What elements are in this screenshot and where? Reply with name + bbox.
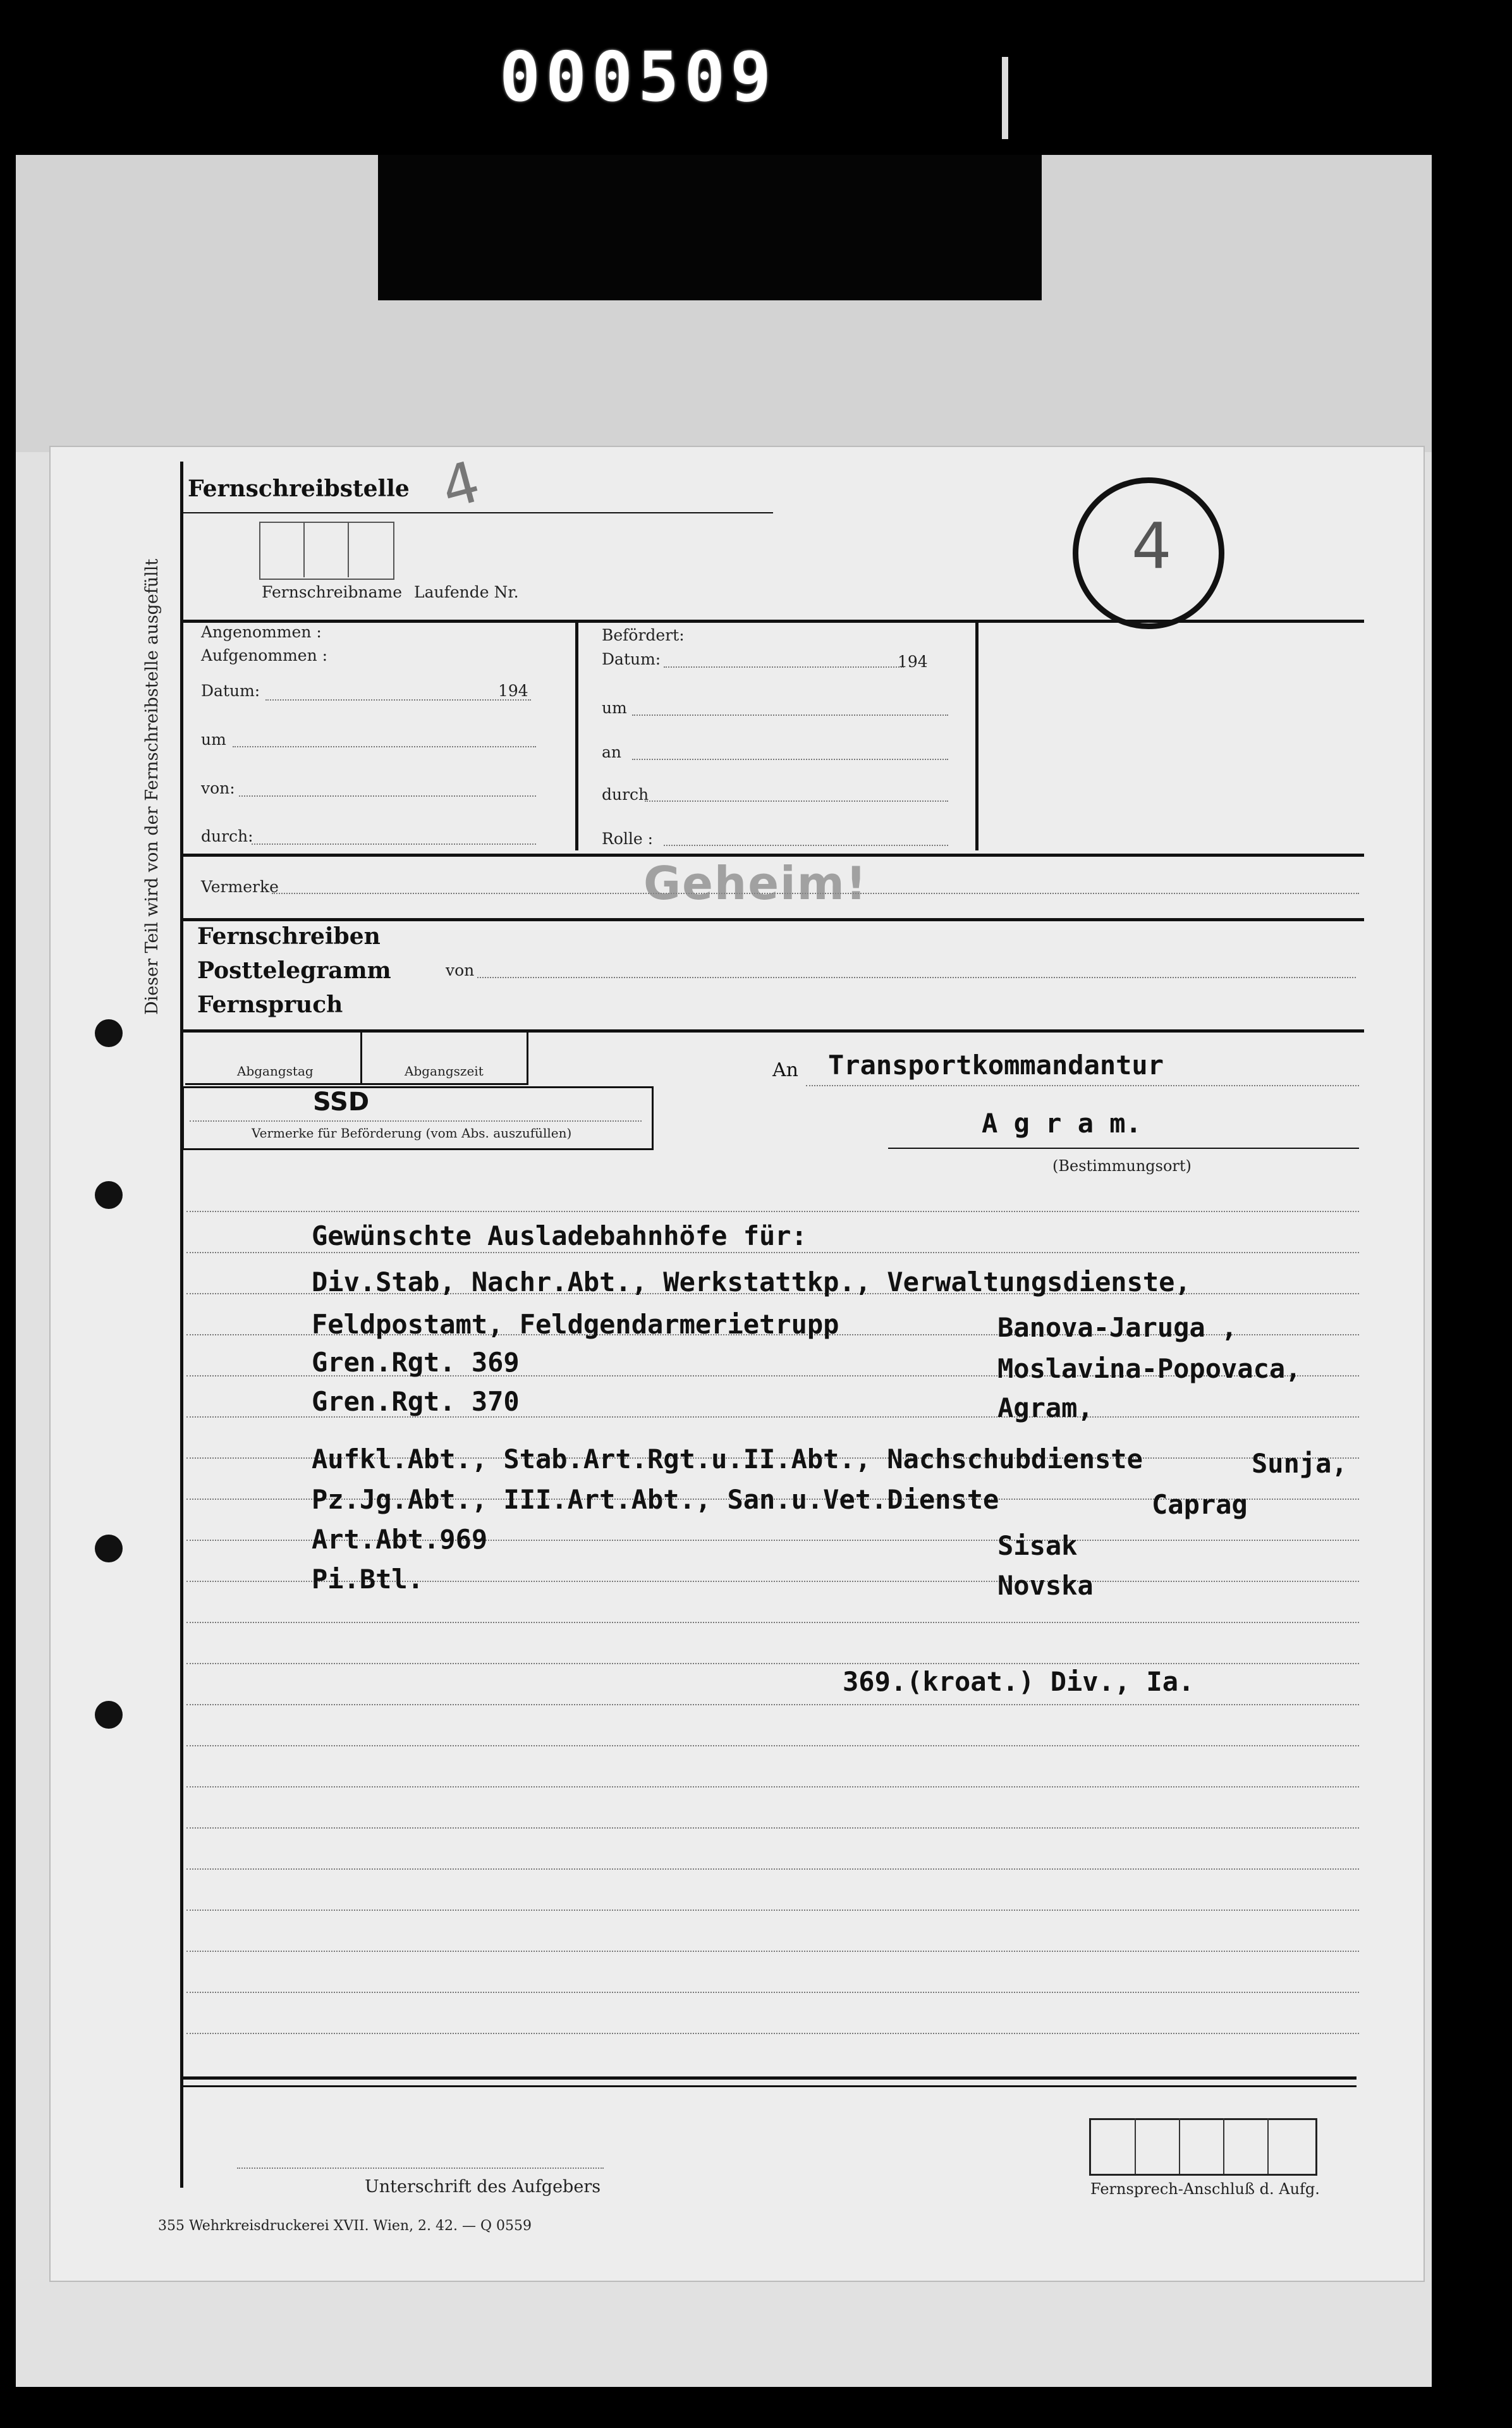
- box-divider: [1179, 2118, 1180, 2174]
- bottom-rule: [182, 2085, 1357, 2087]
- message-line-right: Sisak: [997, 1530, 1078, 1561]
- fernsprech-label: Fernsprech-Anschluß d. Aufg.: [1090, 2180, 1320, 2198]
- ruled-line: [186, 1745, 1359, 1746]
- message-line-left: Div.Stab, Nachr.Abt., Werkstattkp., Verwaltungsdienste,: [312, 1266, 1191, 1297]
- destination-typed: A g r a m.: [982, 1108, 1142, 1139]
- type-posttelegramm: Posttelegramm: [197, 957, 391, 984]
- box-divider: [348, 522, 349, 577]
- dot-line: [806, 1085, 1359, 1086]
- frame-number: 000509: [499, 38, 777, 117]
- bottom-rule: [182, 2076, 1357, 2080]
- befoerdert-label: Befördert:: [602, 626, 685, 644]
- ruled-line: [186, 1786, 1359, 1787]
- type-fernschreiben: Fernschreiben: [197, 923, 381, 950]
- rolle-label: Rolle :: [602, 830, 654, 848]
- dot-line: [265, 699, 531, 701]
- number-label: Laufende Nr.: [414, 583, 519, 601]
- message-line-left: Art.Abt.969: [312, 1524, 488, 1555]
- name-boxes: [259, 522, 394, 580]
- message-line-left: Aufkl.Abt., Stab.Art.Rgt.u.II.Abt., Nachschubdienste: [312, 1444, 1143, 1475]
- geheim-stamp: Geheim!: [643, 857, 868, 910]
- ruled-line: [186, 1663, 1359, 1664]
- destination-underline: [888, 1148, 1359, 1149]
- durch-label: durch:: [201, 827, 253, 845]
- message-line-right: Banova-Jaruga ,: [997, 1312, 1238, 1343]
- phone-boxes: [1089, 2118, 1317, 2176]
- message-heading: Gewünschte Ausladebahnhöfe für:: [312, 1220, 807, 1251]
- punch-hole: [95, 1019, 123, 1047]
- vermerke-label: Vermerke: [201, 878, 279, 896]
- von-label-msg: von: [446, 961, 475, 979]
- ruled-line: [186, 1910, 1359, 1911]
- ruled-line: [186, 1252, 1359, 1253]
- signature-line: [237, 2167, 604, 2169]
- dot-line: [632, 714, 948, 716]
- ruled-line: [186, 1704, 1359, 1705]
- message-line-right: Caprag: [1152, 1489, 1248, 1520]
- message-line-left: Pi.Btl.: [312, 1564, 424, 1595]
- ruled-line: [186, 1868, 1359, 1870]
- angenommen-label: Angenommen :: [201, 623, 322, 641]
- box-divider: [1267, 2118, 1269, 2174]
- film-mark: [1002, 57, 1008, 139]
- printer-imprint: 355 Wehrkreisdruckerei XVII. Wien, 2. 42. — Q 0559: [158, 2218, 532, 2234]
- dot-line: [239, 795, 536, 797]
- an-label: An: [772, 1059, 798, 1081]
- ruled-line: [186, 1211, 1359, 1212]
- dot-line: [233, 746, 536, 747]
- ruled-line: [186, 1951, 1359, 1952]
- name-label: Fernschreibname: [262, 583, 403, 601]
- datum-label: Datum:: [201, 682, 260, 700]
- ruled-line: [186, 1622, 1359, 1623]
- ruled-line: [186, 2033, 1359, 2034]
- datum-label-2: Datum:: [602, 650, 661, 668]
- block-divider: [575, 620, 578, 850]
- unterschrift-label: Unterschrift des Aufgebers: [365, 2177, 601, 2197]
- section-rule: [182, 918, 1364, 921]
- punch-hole: [95, 1535, 123, 1562]
- message-line-left: Gren.Rgt. 369: [312, 1347, 520, 1378]
- message-line-left: Gren.Rgt. 370: [312, 1386, 520, 1417]
- left-rule: [180, 462, 183, 2188]
- abgangstag-label: Abgangstag: [237, 1064, 314, 1079]
- message-line-right: Novska: [997, 1570, 1094, 1601]
- form-title: Fernschreibstelle: [188, 475, 410, 502]
- circled-number: 4: [1131, 509, 1172, 583]
- durch-label-2: durch: [602, 785, 649, 804]
- punch-hole: [95, 1181, 123, 1209]
- section-rule: [182, 620, 1364, 623]
- pencil-mark: 4: [434, 448, 487, 522]
- dot-line: [664, 845, 948, 846]
- clip-shadow: [378, 155, 1042, 300]
- dot-line: [190, 1120, 642, 1122]
- priority-ssd: SSD: [313, 1088, 370, 1117]
- ruled-line: [186, 1827, 1359, 1829]
- von-label: von:: [201, 779, 235, 797]
- message-line-right: Moslavina-Popovaca,: [997, 1353, 1302, 1384]
- um-label: um: [201, 730, 226, 749]
- message-line-right: Agram,: [997, 1392, 1094, 1423]
- punch-hole: [95, 1701, 123, 1729]
- type-fernspruch: Fernspruch: [197, 991, 343, 1018]
- message-line-left: Feldpostamt, Feldgendarmerietrupp: [312, 1309, 839, 1340]
- um-label-2: um: [602, 699, 627, 717]
- ruled-line: [186, 1992, 1359, 1993]
- recipient-typed: Transportkommandantur: [828, 1050, 1164, 1081]
- dot-line: [645, 800, 948, 802]
- year-label-2: 194: [898, 653, 928, 671]
- block-divider: [975, 620, 979, 850]
- an-label-2: an: [602, 743, 622, 761]
- message-signature: 369.(kroat.) Div., Ia.: [843, 1666, 1195, 1697]
- abgangszeit-label: Abgangszeit: [405, 1064, 484, 1079]
- year-label: 194: [498, 682, 528, 700]
- box-divider: [360, 1029, 362, 1085]
- dot-line: [632, 759, 948, 760]
- dot-line: [252, 843, 536, 845]
- message-line-left: Pz.Jg.Abt., III.Art.Abt., San.u.Vet.Dienste: [312, 1484, 999, 1515]
- dot-line: [477, 977, 1356, 978]
- dot-line: [664, 666, 904, 668]
- side-note: Dieser Teil wird von der Fernschreibstelle ausgefüllt: [142, 558, 162, 1015]
- aufgenommen-label: Aufgenommen :: [201, 646, 328, 665]
- box-divider: [1135, 2118, 1136, 2174]
- box-divider: [1223, 2118, 1224, 2174]
- message-line-right: Sunja,: [1252, 1448, 1348, 1479]
- priority-caption: Vermerke für Beförderung (vom Abs. auszufüllen): [252, 1125, 572, 1141]
- destination-caption: (Bestimmungsort): [1052, 1157, 1192, 1175]
- box-divider: [303, 522, 305, 577]
